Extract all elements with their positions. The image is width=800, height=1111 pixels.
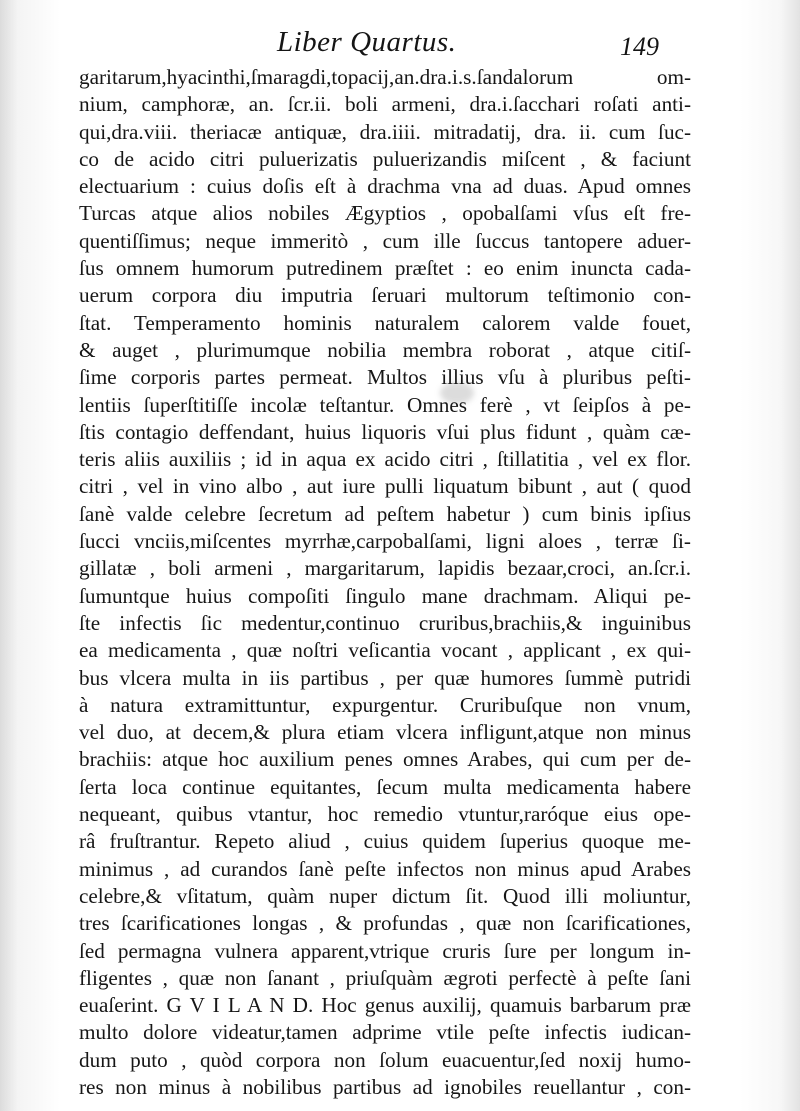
text-line: gillatæ , boli armeni , margaritarum, lapidis bezaar,croci, an.ſcr.i. bbox=[79, 556, 691, 581]
text-line: res non minus à nobilibus partibus ad ignobiles reuellantur , con- bbox=[79, 1074, 691, 1099]
text-line: minimus , ad curandos ſanè peſte infectos non minus apud Arabes bbox=[79, 856, 691, 881]
text-line: vel duo, at decem,& plura etiam vlcera infligunt,atque non minus bbox=[79, 720, 691, 745]
text-line: multo dolore videatur,tamen adprime vtile peſte infectis iudican- bbox=[79, 1020, 691, 1045]
text-line: celebre,& vſitatum, quàm nuper dictum ſit. Quod illi moliuntur, bbox=[79, 883, 691, 908]
text-line: Turcas atque alios nobiles Ægyptios , opobalſami vſus eſt fre- bbox=[79, 201, 691, 226]
text-line: ſtis contagio deffendant, huius liquoris vſui plus fidunt , quàm cæ- bbox=[79, 419, 691, 444]
text-line: garitarum,hyacinthi,ſmaragdi,topacij,an.dra.i.s.ſandalorum om- bbox=[79, 65, 691, 89]
text-line: teris aliis auxiliis ; id in aqua ex acido citri , ſtillatitia , vel ex flor. bbox=[79, 447, 691, 472]
text-line: nequeant, quibus vtantur, hoc remedio vtuntur,raróque eius ope- bbox=[79, 802, 691, 827]
text-line: & auget , plurimumque nobilia membra roborat , atque citiſ- bbox=[79, 337, 691, 362]
text-line: ſucci vnciis,miſcentes myrrhæ,carpobalſami, ligni aloes , terræ ſi- bbox=[79, 529, 691, 554]
text-line: ſumuntque huius compoſiti ſingulo mane drachmam. Aliqui pe- bbox=[79, 583, 691, 608]
text-line: ſed permagna vulnera apparent,vtrique cruris ſure per longum in- bbox=[79, 938, 691, 963]
running-head bbox=[0, 24, 800, 68]
text-line: ſte infectis ſic medentur,continuo cruribus,brachiis,& inguinibus bbox=[79, 610, 691, 635]
text-line: co de acido citri puluerizatis puluerizandis miſcent , & faciunt bbox=[79, 146, 691, 171]
text-line: qui,dra.viii. theriacæ antiquæ, dra.iiii. mitradatij, dra. ii. cum ſuc- bbox=[79, 119, 691, 144]
text-line: citri , vel in vino albo , aut iure pulli liquatum bibunt , aut ( quod bbox=[79, 474, 691, 499]
text-line: bus vlcera multa in iis partibus , per quæ humores ſummè putridi bbox=[79, 665, 691, 690]
text-line: à natura extramittuntur, expurgentur. Cruribuſque non vnum, bbox=[79, 692, 691, 717]
text-line: ſanè valde celebre ſecretum ad peſtem habetur ) cum binis ipſius bbox=[79, 501, 691, 526]
text-line: euaſerint. G V I L A N D. Hoc genus auxilij, quamuis barbarum præ bbox=[79, 993, 691, 1018]
text-line: râ fruſtrantur. Repeto aliud , cuius quidem ſuperius quoque me- bbox=[79, 829, 691, 854]
text-line: uerum corpora diu imputria ſeruari multorum teſtimonio con- bbox=[79, 283, 691, 308]
text-line: ſtat. Temperamento hominis naturalem calorem valde fouet, bbox=[79, 310, 691, 335]
text-line: quentiſſimus; neque immeritò , cum ille ſuccus tantopere aduer- bbox=[79, 228, 691, 253]
text-line: fligentes , quæ non ſanant , priuſquàm ægroti perfectè à peſte ſani bbox=[79, 965, 691, 990]
body-text bbox=[79, 64, 691, 1101]
text-line: lentiis ſuperſtitiſſe incolæ teſtantur. Omnes ferè , vt ſeipſos à pe- bbox=[79, 392, 691, 417]
text-line: ſus omnem humorum putredinem præſtet : eo enim inuncta cada- bbox=[79, 256, 691, 281]
text-line: tres ſcarificationes longas , & profundas , quæ non ſcarificationes, bbox=[79, 911, 691, 936]
text-line: dum puto , quòd corpora non ſolum euacuentur,ſed noxij humo- bbox=[79, 1047, 691, 1072]
text-line: ſerta loca continue equitantes, ſecum multa medicamenta habere bbox=[79, 774, 691, 799]
text-line: ea medicamenta , quæ noſtri veſicantia vocant , applicant , ex qui- bbox=[79, 638, 691, 663]
text-line: electuarium : cuius doſis eſt à drachma vna ad duas. Apud omnes bbox=[79, 174, 691, 199]
text-line: nium, camphoræ, an. ſcr.ii. boli armeni, dra.i.ſacchari roſati anti- bbox=[79, 92, 691, 117]
page-number: 149 bbox=[620, 32, 659, 61]
running-title: Liber Quartus. bbox=[277, 26, 457, 58]
text-line: ſime corporis partes permeat. Multos illius vſu à pluribus peſti- bbox=[79, 365, 691, 390]
text-line: brachiis: atque hoc auxilium penes omnes Arabes, qui cum per de- bbox=[79, 747, 691, 772]
